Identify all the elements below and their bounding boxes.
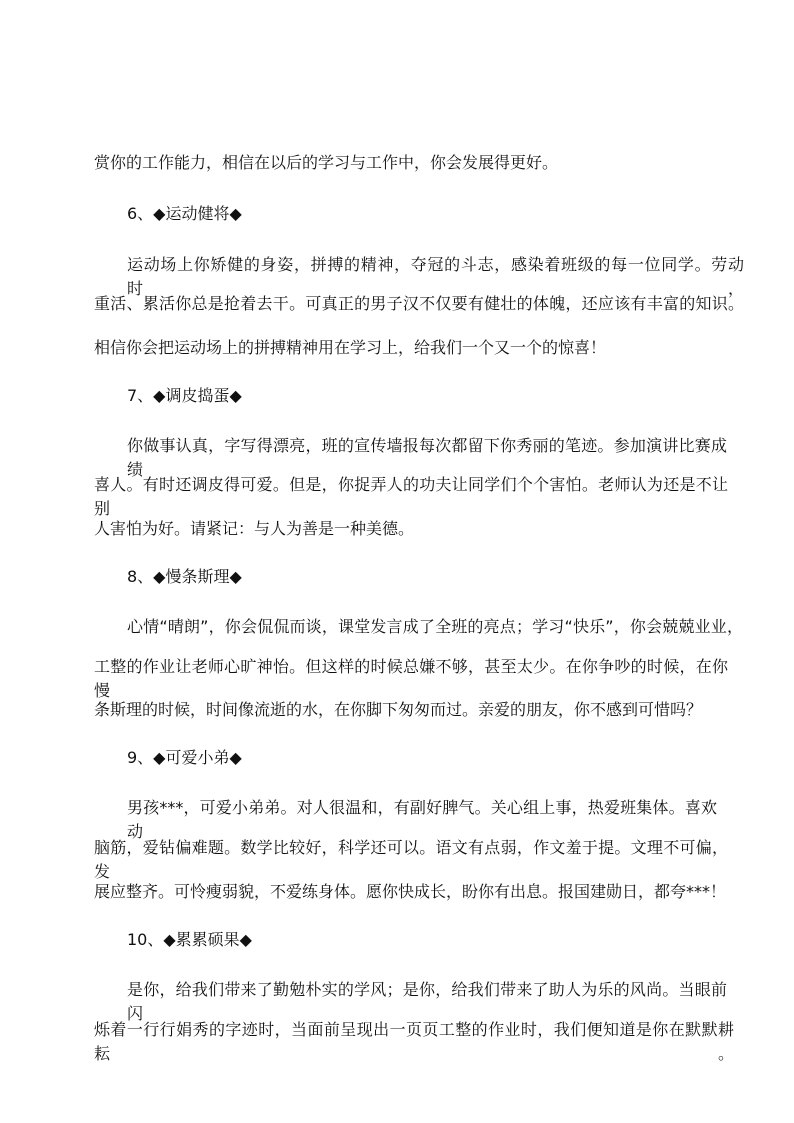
paragraph-line: 展应整齐。可怜瘦弱貌，不爱练身体。愿你快成长，盼你有出息。报国建勋日，都夸***！ [94,882,727,901]
paragraph-line: 烁着一行行娟秀的字迹时，当面前呈现出一页页工整的作业时，我们便知道是你在默默耕耘。 [94,1020,734,1063]
section-heading-9: 9、◆可爱小弟◆ [127,748,242,767]
section-heading-8: 8、◆慢条斯理◆ [127,567,242,586]
section-heading-6: 6、◆运动健将◆ [127,204,242,223]
paragraph-line: 相信你会把运动场上的拼搏精神用在学习上，给我们一个又一个的惊喜！ [94,338,607,357]
paragraph-line: 运动场上你矫健的身姿，拼搏的精神，夺冠的斗志，感染着班级的每一位同学。劳动时， [127,255,744,298]
paragraph-line: 是你，给我们带来了勤勉朴实的学风；是你，给我们带来了助人为乐的风尚。当眼前闪 [127,980,727,1023]
paragraph-line: 工整的作业让老师心旷神怡。但这样的时候总嫌不够，甚至太少。在你争吵的时候，在你慢 [94,657,728,700]
paragraph-line: 你做事认真，字写得漂亮，班的宣传墙报每次都留下你秀丽的笔迹。参加演讲比赛成绩 [127,436,727,479]
paragraph-line: 脑筋，爱钻偏难题。数学比较好，科学还可以。语文有点弱，作文羞于提。文理不可偏，发 [94,838,728,881]
paragraph-line: 赏你的工作能力，相信在以后的学习与工作中，你会发展得更好。 [94,153,559,172]
paragraph-line: 男孩***，可爱小弟弟。对人很温和，有副好脾气。关心组上事，热爱班集体。喜欢动 [127,798,717,841]
paragraph-line: 人害怕为好。请紧记：与人为善是一种美德。 [94,519,415,538]
paragraph-line: 喜人。有时还调皮得可爱。但是，你捉弄人的功夫让同学们个个害怕。老师认为还是不让别 [94,475,728,518]
section-heading-10: 10、◆累累硕果◆ [127,930,252,949]
paragraph-line: 重活、累活你总是抢着去干。可真正的男子汉不仅要有健壮的体魄，还应该有丰富的知识。 [94,294,744,313]
paragraph-line: 条斯理的时候，时间像流逝的水，在你脚下匆匆而过。亲爱的朋友，你不感到可惜吗？ [94,700,703,719]
section-heading-7: 7、◆调皮捣蛋◆ [127,386,242,405]
paragraph-line: 心情“晴朗”，你会侃侃而谈，课堂发言成了全班的亮点；学习“快乐”，你会兢兢业业， [127,617,743,636]
